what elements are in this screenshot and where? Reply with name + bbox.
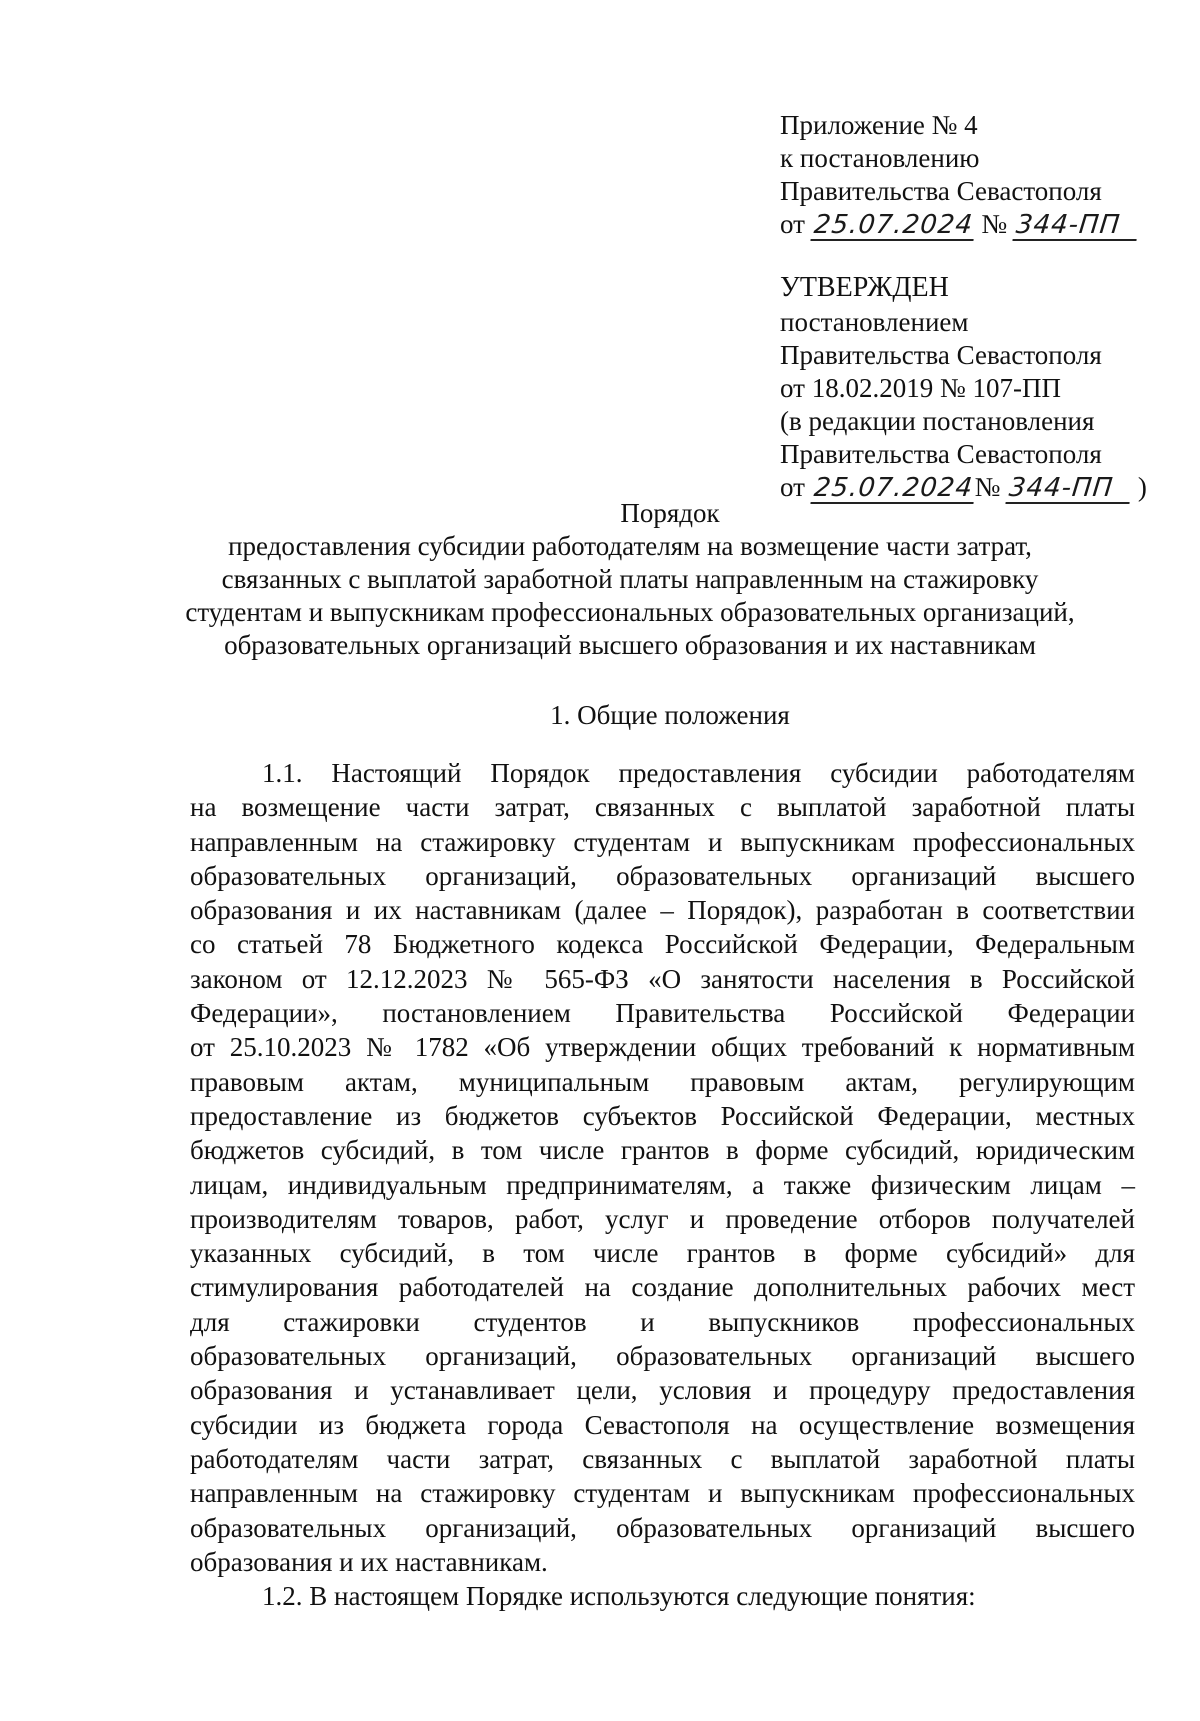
approval-block — [780, 270, 1147, 504]
body-line: работодателям части затрат, связанных с выплатой заработной платы — [190, 1443, 1135, 1474]
attachment-block — [780, 109, 1138, 241]
body-line: производителям товаров, работ, услуг и проведение отборов получателей — [190, 1203, 1135, 1234]
body-line: образовательных организаций, образовательных организаций высшего — [190, 860, 1135, 891]
number-sign: № — [981, 209, 1008, 239]
body-line: на возмещение части затрат, связанных с выплатой заработной платы — [190, 792, 1135, 823]
attachment-line: к постановлению — [780, 143, 980, 173]
approval-line: постановлением — [780, 307, 969, 337]
handwritten-date: 25.07.2024 — [810, 211, 976, 241]
approval-heading: УТВЕРЖДЕН — [780, 272, 949, 303]
approval-line: (в редакции постановления — [780, 406, 1095, 436]
body-line: стимулирования работодателей на создание дополнительных рабочих мест — [190, 1272, 1135, 1303]
body-line: Федерации», постановлением Правительства Российской Федерации — [190, 998, 1135, 1029]
body-line: образовательных организаций, образовательных организаций высшего — [190, 1341, 1135, 1372]
body-line: образования и их наставникам (далее – Порядок), разработан в соответствии — [190, 895, 1135, 926]
body-line: от 25.10.2023 № 1782 «Об утверждении общих требований к нормативным — [190, 1032, 1135, 1063]
title-line: связанных с выплатой заработной платы направленным на стажировку — [221, 564, 1039, 594]
body-line: субсидии из бюджета города Севастополя на осуществление возмещения — [190, 1409, 1135, 1440]
title-line: предоставления субсидии работодателям на возмещение части затрат, — [228, 531, 1032, 561]
title-line: студентам и выпускникам профессиональных образовательных организаций, — [185, 597, 1075, 627]
attachment-line: Приложение № 4 — [780, 110, 978, 140]
closing-parenthesis: ) — [1137, 472, 1147, 502]
approval-line: Правительства Севастополя — [780, 439, 1102, 469]
body-line: предоставление из бюджетов субъектов Российской Федерации, местных — [190, 1100, 1135, 1131]
body-line: образования и устанавливает цели, условия и процедуру предоставления — [190, 1375, 1135, 1406]
body-line: направленным на стажировку студентам и выпускникам профессиональных — [190, 826, 1135, 857]
body-line: законом от 12.12.2023 № 565-ФЗ «О занятости населения в Российской — [190, 963, 1135, 994]
date-prefix: от — [780, 209, 805, 239]
body-line: указанных субсидий, в том числе грантов в форме субсидий» для — [190, 1238, 1135, 1269]
body-line: образования и их наставникам. — [190, 1546, 548, 1577]
document-body — [190, 756, 1135, 1613]
body-line: направленным на стажировку студентам и выпускникам профессиональных — [190, 1478, 1135, 1509]
section-heading: 1. Общие положения — [550, 700, 790, 730]
body-line: 1.2. В настоящем Порядке используются следующие понятия: — [262, 1581, 976, 1612]
body-line: со статьей 78 Бюджетного кодекса Российской Федерации, Федеральным — [190, 929, 1135, 960]
title-line: образовательных организаций высшего образования и их наставникам — [224, 630, 1036, 660]
number-sign: № — [974, 472, 1001, 502]
date-prefix: от — [780, 472, 805, 502]
attachment-line: Правительства Севастополя — [780, 176, 1102, 206]
body-line: для стажировки студентов и выпускников профессиональных — [190, 1306, 1135, 1337]
document-title — [180, 497, 1080, 662]
approval-line: от 18.02.2019 № 107-ПП — [780, 373, 1061, 403]
body-line: образовательных организаций, образовательных организаций высшего — [190, 1512, 1135, 1543]
body-line: правовым актам, муниципальным правовым актам, регулирующим — [190, 1066, 1135, 1097]
approval-line: Правительства Севастополя — [780, 340, 1102, 370]
handwritten-date: 25.07.2024 — [810, 474, 976, 504]
attachment-date-line — [780, 208, 1138, 241]
body-line: лицам, индивидуальным предпринимателям, а также физическим лицам – — [190, 1169, 1135, 1200]
title-heading: Порядок — [620, 498, 720, 528]
body-line: 1.1. Настоящий Порядок предоставления субсидии работодателям — [262, 758, 1135, 788]
body-line: бюджетов субсидий, в том числе грантов в форме субсидий, юридическим — [190, 1135, 1135, 1166]
handwritten-number: 344-ПП — [1006, 474, 1133, 504]
handwritten-number: 344-ПП — [1012, 211, 1139, 241]
